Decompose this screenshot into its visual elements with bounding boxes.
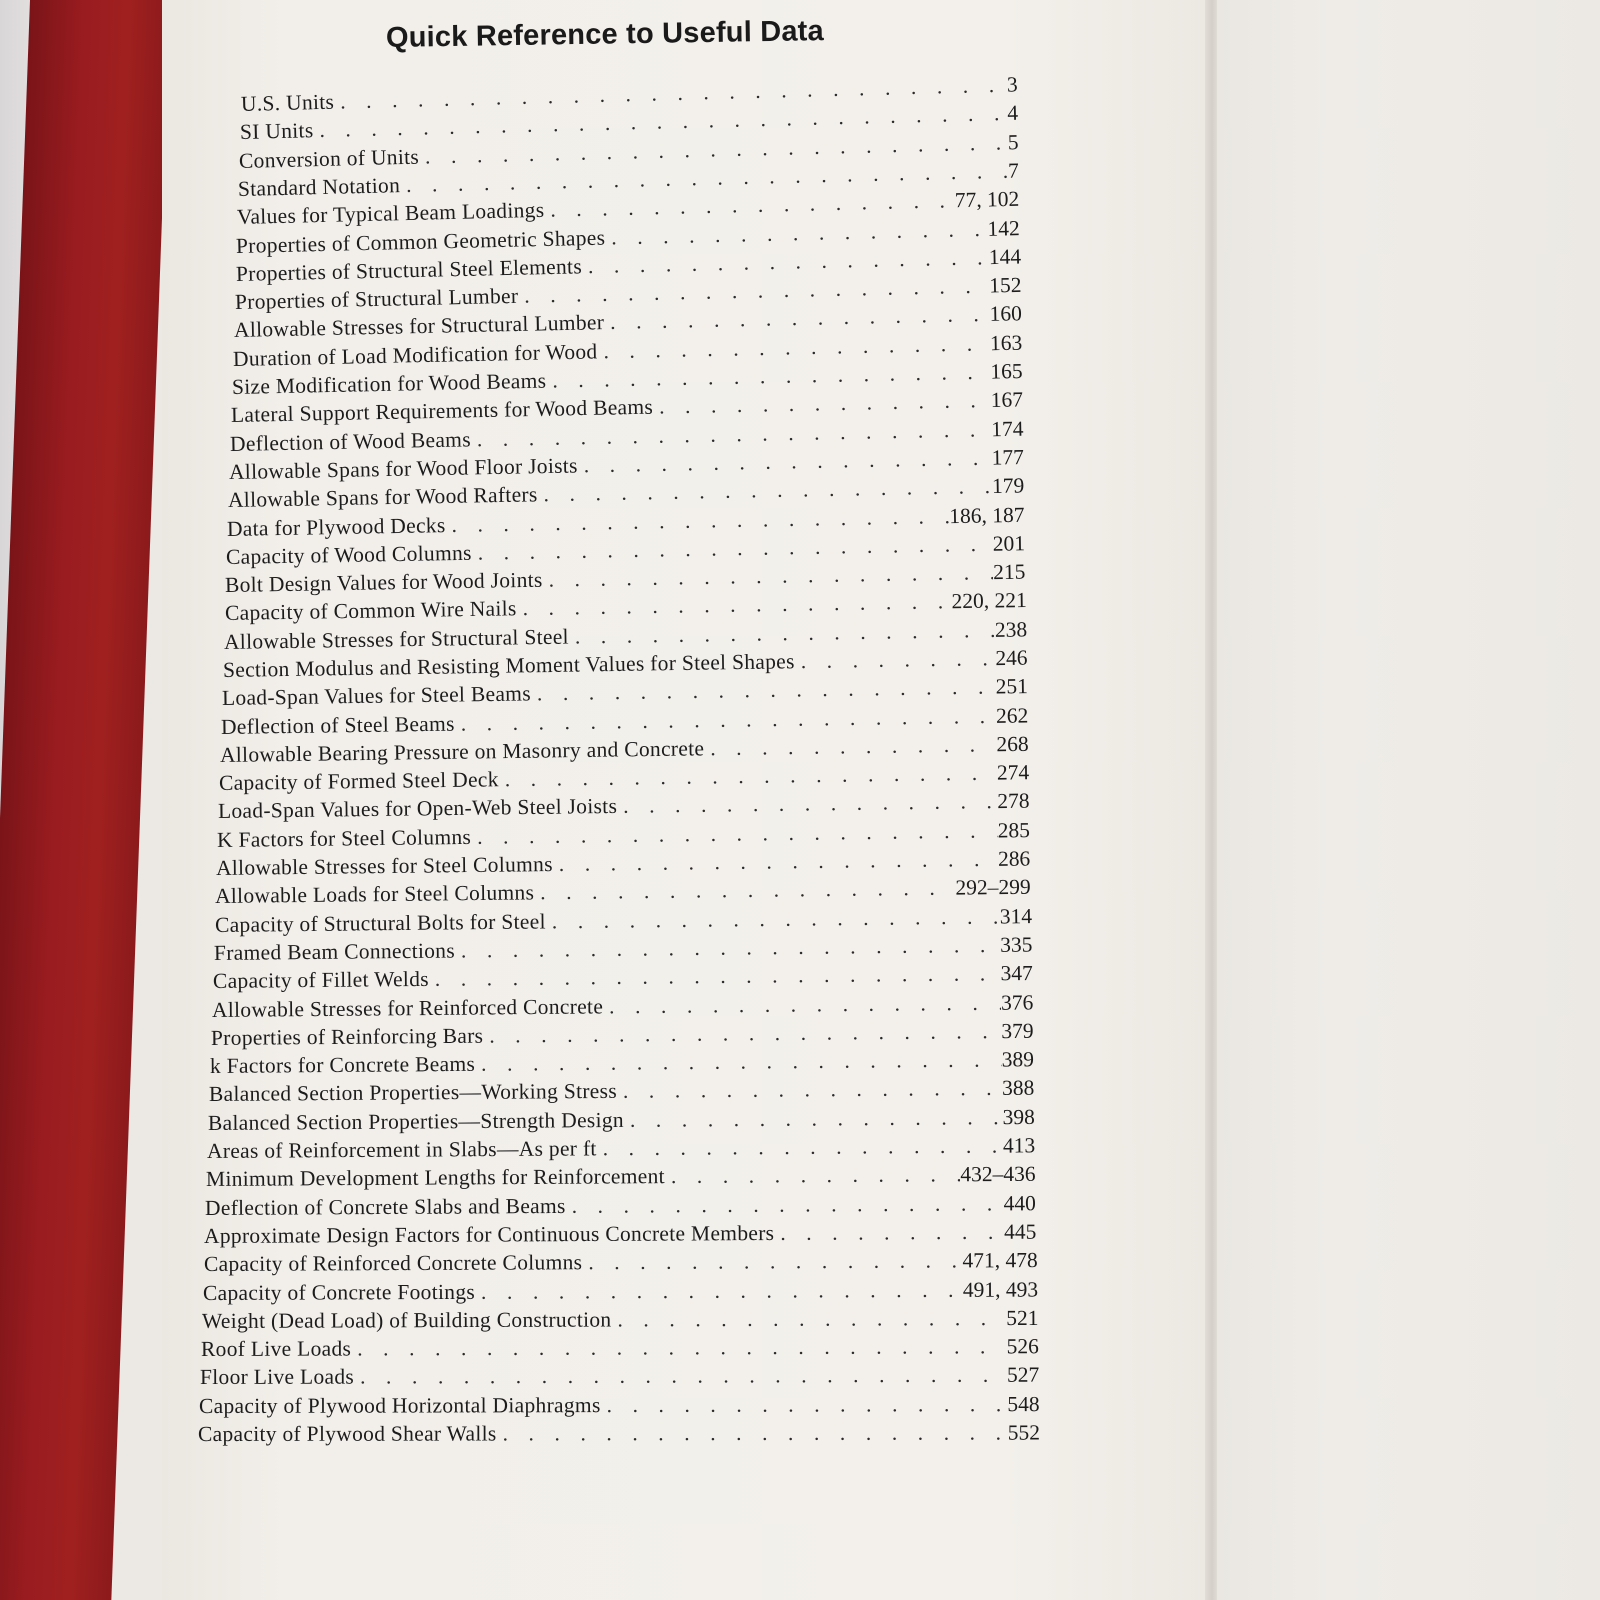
entry-title: Capacity of Concrete Footings <box>202 1279 475 1305</box>
entry-page-number: 376 <box>1000 989 1034 1015</box>
entry-title: Conversion of Units <box>238 144 420 173</box>
toc-entry <box>199 1392 1040 1420</box>
entry-title: Floor Live Loads <box>199 1364 354 1390</box>
entry-page-number: 286 <box>998 846 1031 871</box>
entry-page-number: 521 <box>1005 1305 1039 1330</box>
entry-page-number: 163 <box>989 330 1023 355</box>
page-title: Quick Reference to Useful Data <box>385 15 825 54</box>
entry-page-number: 246 <box>994 645 1028 671</box>
dot-leader <box>704 732 997 761</box>
entry-title: Standard Notation <box>237 173 401 201</box>
entry-title: Section Modulus and Resisting Moment Values for Steel Shapes <box>222 649 795 682</box>
dot-leader <box>775 1220 1005 1246</box>
dot-leader <box>582 1249 962 1276</box>
entry-title: Bolt Design Values for Wood Joints <box>225 567 544 598</box>
entry-title: Balanced Section Properties—Strength Design <box>207 1107 625 1135</box>
dot-leader <box>497 1421 1008 1447</box>
entry-page-number: 5 <box>1007 129 1020 154</box>
entry-page-number: 389 <box>1001 1047 1034 1072</box>
entry-title: Deflection of Steel Beams <box>220 711 455 739</box>
entry-page-number: 526 <box>1006 1334 1039 1359</box>
entry-page-number: 174 <box>990 416 1024 441</box>
dot-leader <box>603 990 1001 1019</box>
dot-leader <box>454 704 996 737</box>
entry-title: Deflection of Concrete Slabs and Beams <box>205 1193 567 1220</box>
toc-entry <box>205 1191 1036 1222</box>
entry-title: k Factors for Concrete Beams <box>209 1051 476 1079</box>
entry-page-number: 379 <box>1000 1018 1034 1043</box>
dot-leader <box>617 789 997 819</box>
dot-leader <box>534 876 955 906</box>
dot-leader <box>499 761 997 793</box>
dot-leader <box>354 1363 1007 1390</box>
entry-page-number: 471, 478 <box>961 1248 1038 1273</box>
entry-title: U.S. Units <box>240 89 335 116</box>
entry-title: Properties of Common Geometric Shapes <box>236 225 606 258</box>
dot-leader <box>604 302 990 335</box>
toc-entry <box>209 1076 1035 1108</box>
entry-page-number: 285 <box>997 817 1031 843</box>
entry-title: Properties of Reinforcing Bars <box>210 1023 484 1050</box>
entry-title: Deflection of Wood Beams <box>229 426 472 456</box>
toc-entry <box>206 1162 1036 1193</box>
dot-leader <box>454 933 1000 964</box>
entry-title: Properties of Structural Steel Elements <box>235 254 582 286</box>
entry-title: Capacity of Reinforced Concrete Columns <box>203 1250 582 1277</box>
toc-entry <box>211 1019 1034 1052</box>
entry-page-number: 179 <box>991 473 1025 499</box>
entry-page-number: 165 <box>990 358 1023 384</box>
entry-page-number: 491, 493 <box>962 1277 1038 1302</box>
entry-page-number: 215 <box>993 559 1026 585</box>
toc-entry <box>208 1105 1035 1137</box>
entry-title: Duration of Load Modification for Wood <box>232 339 598 371</box>
dot-leader <box>566 1191 1004 1219</box>
entry-page-number: 440 <box>1003 1190 1037 1215</box>
dot-leader <box>617 1076 1002 1104</box>
dot-leader <box>568 618 994 650</box>
entry-title: Allowable Spans for Wood Rafters <box>227 482 538 513</box>
entry-page-number: 274 <box>996 760 1030 785</box>
dot-leader <box>553 847 998 877</box>
entry-title: Capacity of Wood Columns <box>226 540 473 569</box>
entry-page-number: 388 <box>1002 1076 1035 1101</box>
entry-page-number: 292–299 <box>955 875 1032 900</box>
dot-leader <box>597 331 990 364</box>
dot-leader <box>351 1334 1007 1361</box>
entry-title: Properties of Structural Lumber <box>234 283 519 315</box>
dot-leader <box>597 1134 1003 1162</box>
entry-title: Size Modification for Wood Beams <box>231 368 547 399</box>
entry-page-number: 413 <box>1002 1133 1036 1158</box>
toc-entry <box>210 1047 1034 1080</box>
entry-title: Allowable Stresses for Structural Lumber <box>233 310 605 343</box>
entry-page-number: 142 <box>987 215 1021 241</box>
entry-title: Capacity of Formed Steel Deck <box>218 767 499 796</box>
dot-leader <box>538 474 993 507</box>
entry-title: Capacity of Fillet Welds <box>212 967 429 994</box>
entry-page-number: 144 <box>988 244 1021 269</box>
entry-title: Balanced Section Properties—Working Stress <box>208 1079 618 1107</box>
dot-leader <box>475 1048 1002 1077</box>
entry-title: Lateral Support Requirements for Wood Beams <box>230 394 654 428</box>
dot-leader <box>475 1277 963 1304</box>
toc-entry <box>202 1306 1039 1335</box>
entry-title: Allowable Loads for Steel Columns <box>215 880 535 909</box>
dot-leader <box>516 590 951 622</box>
entry-title: Capacity of Structural Bolts for Steel <box>214 909 546 937</box>
entry-page-number: 335 <box>999 932 1033 957</box>
toc-entry <box>207 1133 1035 1165</box>
entry-page-number: 220, 221 <box>950 588 1027 614</box>
toc-entry <box>203 1248 1037 1278</box>
entry-page-number: 7 <box>1008 158 1020 183</box>
entry-page-number: 445 <box>1004 1219 1037 1244</box>
entry-page-number: 398 <box>1002 1104 1035 1129</box>
entry-title: Approximate Design Factors for Continuous Concrete Members <box>204 1220 775 1248</box>
entry-title: Framed Beam Connections <box>213 938 455 965</box>
dot-leader <box>428 961 1000 992</box>
entry-title: Allowable Stresses for Structural Steel <box>223 624 569 654</box>
entry-title: Minimum Development Lengths for Reinforcement <box>206 1164 666 1192</box>
entry-title: K Factors for Steel Columns <box>217 824 472 852</box>
entry-page-number: 432–436 <box>960 1162 1036 1187</box>
entry-title: Allowable Bearing Pressure on Masonry and Concrete <box>219 736 705 767</box>
entry-page-number: 314 <box>999 903 1032 929</box>
dot-leader <box>624 1105 1003 1133</box>
entry-page-number: 268 <box>996 731 1029 757</box>
entry-title: Capacity of Common Wire Nails <box>224 596 517 626</box>
dot-leader <box>531 675 996 707</box>
entry-title: Capacity of Plywood Shear Walls <box>197 1421 497 1446</box>
entry-page-number: 238 <box>994 617 1027 642</box>
toc-entry <box>198 1421 1040 1448</box>
entry-page-number: 548 <box>1007 1391 1040 1416</box>
entry-page-number: 552 <box>1007 1420 1041 1445</box>
toc-entry <box>212 961 1032 995</box>
entry-page-number: 186, 187 <box>949 502 1026 528</box>
toc-entry <box>212 990 1034 1024</box>
entry-title: Areas of Reinforcement in Slabs—As per ft <box>207 1136 597 1163</box>
entry-title: Allowable Stresses for Steel Columns <box>216 852 554 880</box>
dot-leader <box>578 446 992 479</box>
dot-leader <box>483 1019 1001 1049</box>
dot-leader <box>545 904 999 934</box>
entry-title: Allowable Spans for Wood Floor Joists <box>228 453 579 484</box>
dot-leader <box>471 818 998 849</box>
toc-entry <box>200 1363 1039 1391</box>
entry-title: Allowable Stresses for Reinforced Concrete <box>211 993 603 1022</box>
entry-title: Data for Plywood Decks <box>227 512 447 541</box>
entry-page-number: 177 <box>991 444 1025 470</box>
entry-title: SI Units <box>239 118 314 145</box>
dot-leader <box>605 216 988 250</box>
toc-entry <box>203 1277 1038 1306</box>
entry-title: Load-Span Values for Open-Web Steel Joists <box>217 794 618 824</box>
entry-title: Values for Typical Beam Loadings <box>236 198 545 230</box>
entry-page-number: 278 <box>997 789 1030 814</box>
entry-page-number: 527 <box>1006 1363 1040 1388</box>
entry-page-number: 167 <box>990 387 1024 413</box>
entry-title: Weight (Dead Load) of Building Construction <box>201 1307 612 1333</box>
entry-page-number: 262 <box>995 703 1029 728</box>
toc-entry <box>204 1220 1036 1250</box>
entry-page-number: 152 <box>988 272 1022 298</box>
entry-page-number: 251 <box>995 674 1028 699</box>
dot-leader <box>446 504 950 538</box>
entry-page-number: 347 <box>1000 961 1033 986</box>
entry-title: Roof Live Loads <box>200 1336 351 1362</box>
entry-page-number: 3 <box>1006 72 1019 97</box>
entry-title: Capacity of Plywood Horizontal Diaphragms <box>198 1392 601 1418</box>
entry-title: Load-Span Values for Steel Beams <box>221 681 531 711</box>
dot-leader <box>611 1306 1006 1332</box>
dot-leader <box>653 388 991 420</box>
dot-leader <box>543 560 994 593</box>
dot-leader <box>600 1392 1007 1418</box>
entry-page-number: 77, 102 <box>954 186 1020 213</box>
entry-page-number: 201 <box>992 530 1026 556</box>
entry-page-number: 4 <box>1007 101 1019 126</box>
dot-leader <box>794 646 995 674</box>
toc-entry <box>201 1334 1039 1363</box>
dot-leader <box>665 1163 961 1190</box>
entry-page-number: 160 <box>989 301 1022 327</box>
